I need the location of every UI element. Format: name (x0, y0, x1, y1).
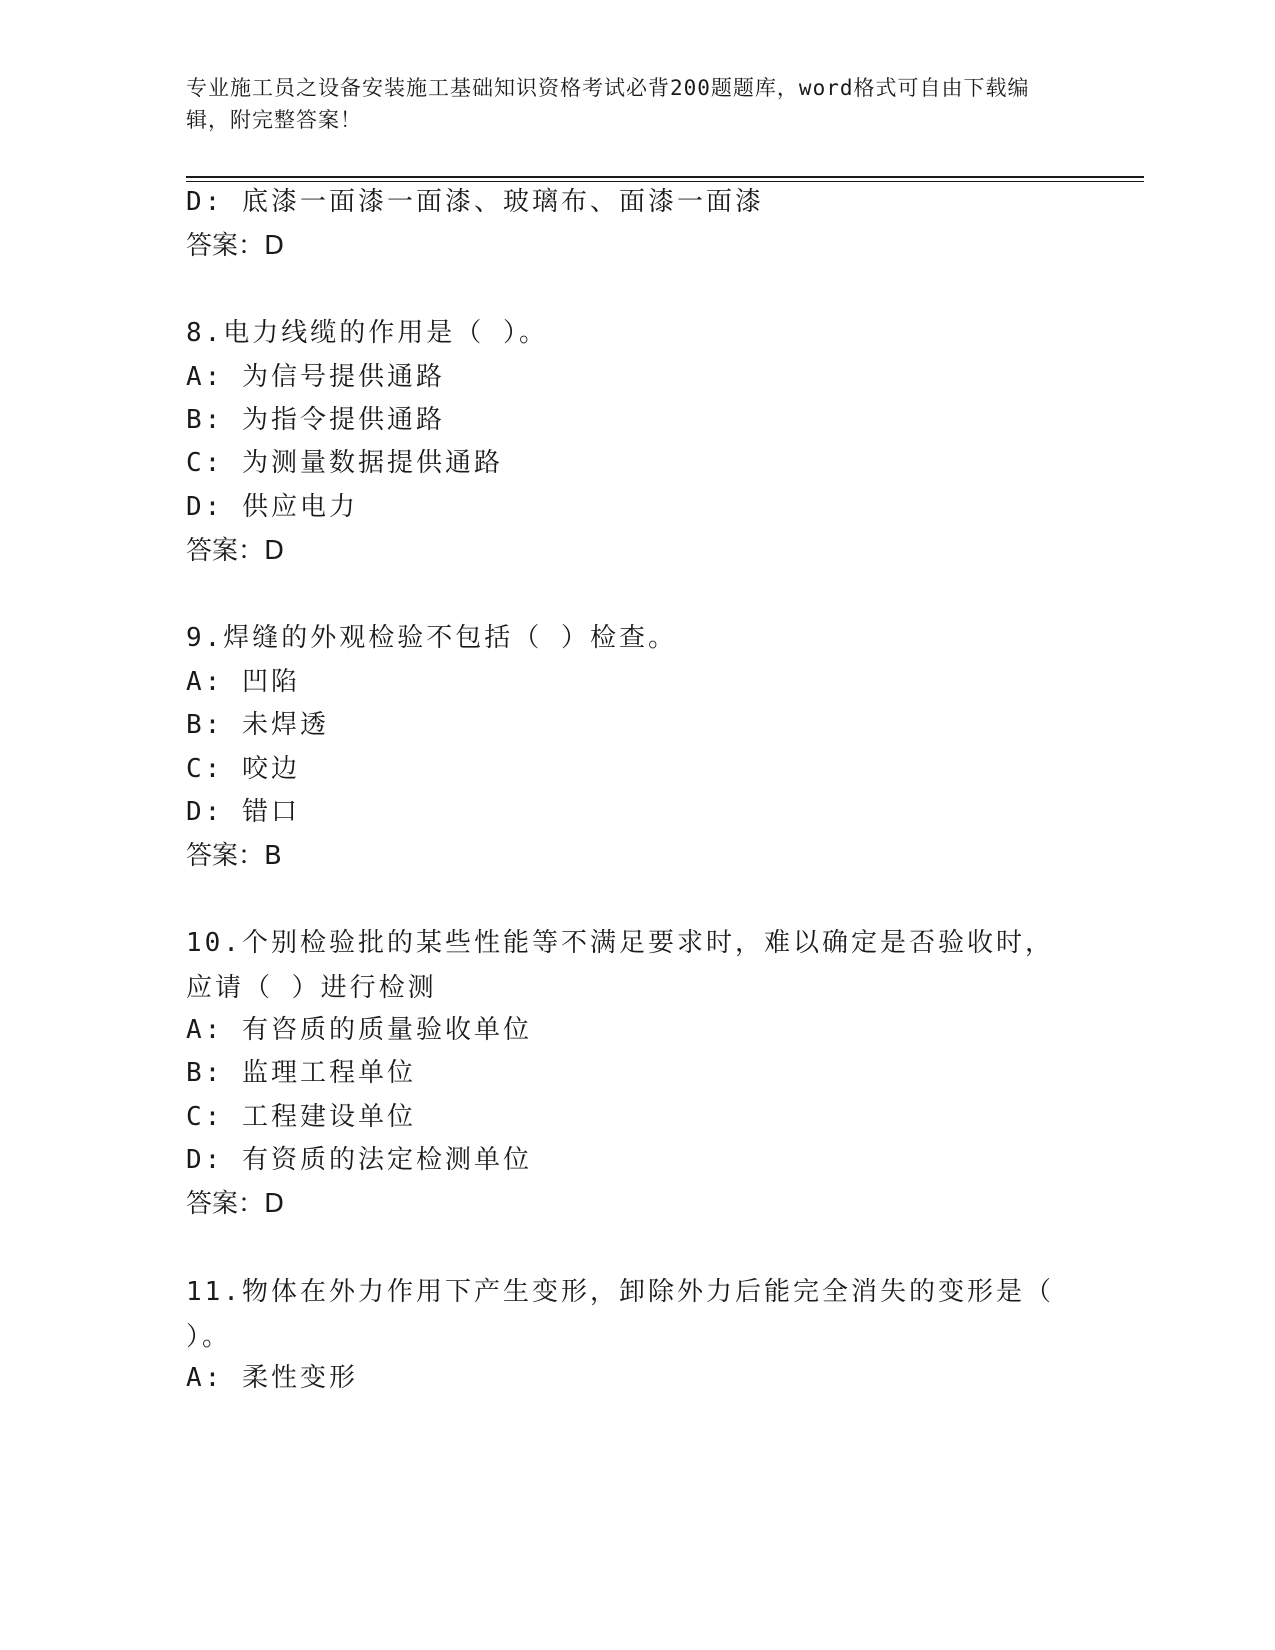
header-divider-thick (186, 176, 1144, 178)
q8-option-b: B: 为指令提供通路 (186, 405, 445, 435)
q7-option-d: D: 底漆一面漆一面漆、玻璃布、面漆一面漆 (186, 187, 764, 217)
q9-option-d: D: 错口 (186, 797, 300, 827)
q9-option-b: B: 未焊透 (186, 710, 329, 740)
q9-answer: 答案：B (186, 841, 282, 871)
document-header-title: 专业施工员之设备安装施工基础知识资格考试必背200题题库，word格式可自由下载编辑，附完整答案！ (186, 76, 1030, 132)
q8-answer: 答案：D (186, 536, 285, 566)
q10-answer: 答案：D (186, 1189, 285, 1219)
q11-stem: 11.物体在外力作用下产生变形，卸除外力后能完全消失的变形是（ ）。 (186, 1277, 1054, 1352)
q11-option-a: A: 柔性变形 (186, 1363, 358, 1393)
q10-option-c: C: 工程建设单位 (186, 1102, 416, 1132)
q9-option-a: A: 凹陷 (186, 667, 300, 697)
q8-option-c: C: 为测量数据提供通路 (186, 448, 503, 478)
q10-option-a: A: 有咨质的质量验收单位 (186, 1015, 532, 1045)
q10-stem: 10.个别检验批的某些性能等不满足要求时，难以确定是否验收时，应请（ ）进行检测 (186, 928, 1054, 1003)
q9-stem: 9.焊缝的外观检验不包括（ ）检查。 (186, 623, 677, 653)
q9-option-c: C: 咬边 (186, 754, 300, 784)
q10-option-b: B: 监理工程单位 (186, 1058, 416, 1088)
q8-stem: 8.电力线缆的作用是（ ）。 (186, 318, 548, 348)
q8-option-a: A: 为信号提供通路 (186, 362, 445, 392)
q8-option-d: D: 供应电力 (186, 492, 358, 522)
q7-answer: 答案：D (186, 231, 285, 261)
q10-option-d: D: 有资质的法定检测单位 (186, 1145, 532, 1175)
